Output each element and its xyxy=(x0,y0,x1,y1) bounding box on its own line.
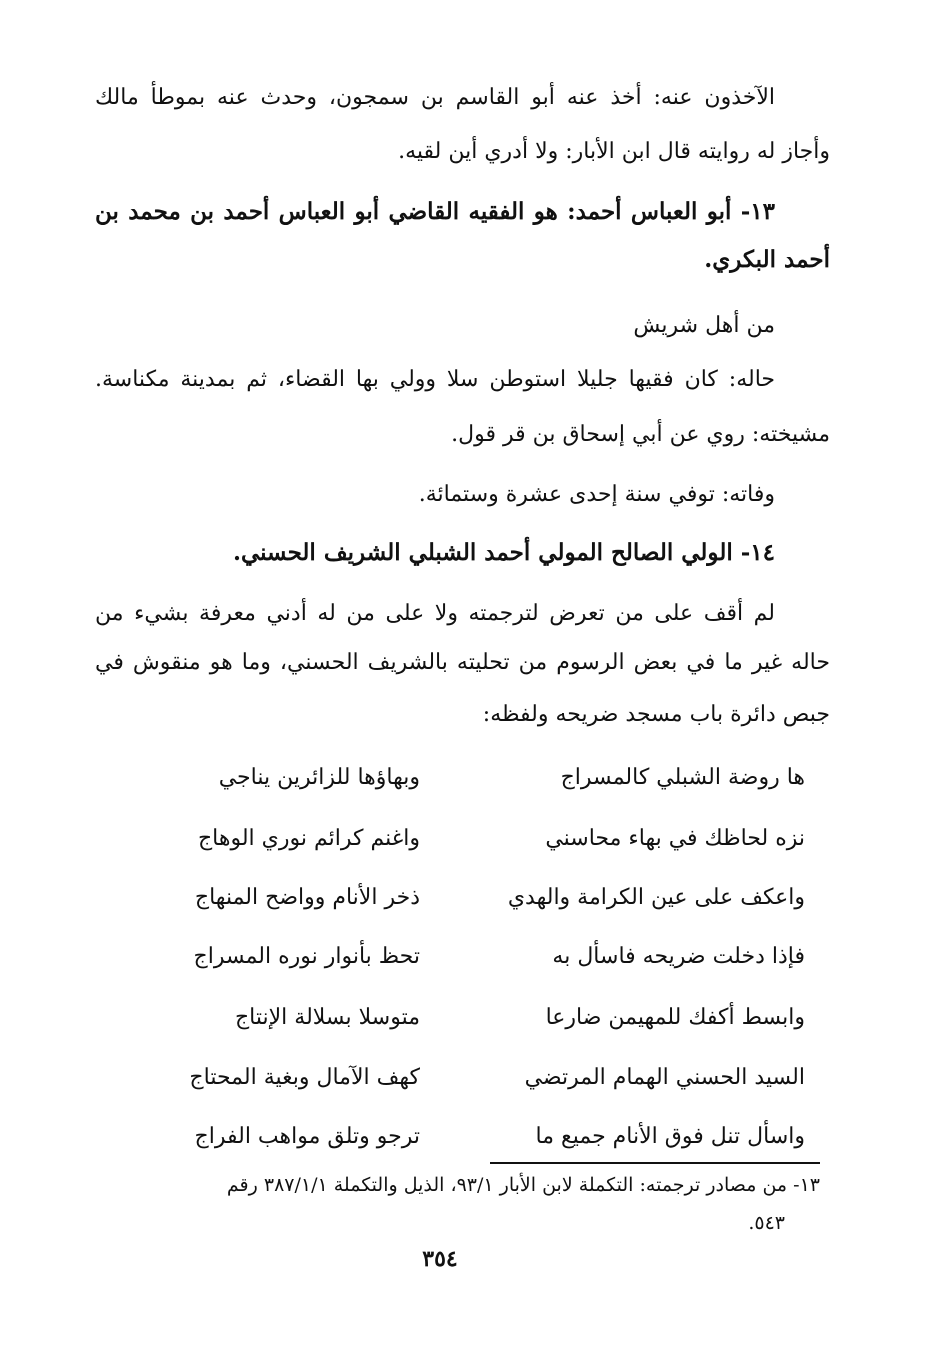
poem-verse-5-left: متوسلا بسلالة الإنتاج xyxy=(234,1005,420,1030)
body-line-12: لم أقف على من تعرض لترجمته ولا على من له أدني معرفة بشيء من xyxy=(95,601,775,626)
poem-verse-3-left: ذخر الأنام وواضح المنهاج xyxy=(194,885,420,910)
page-number: ٣٥٤ xyxy=(422,1246,458,1272)
footnote-line-1: ١٣- من مصادر ترجمته: التكملة لابن الأبار ٩٣/١، الذيل والتكملة ٣٨٧/١/١ رقم xyxy=(226,1174,820,1196)
poem-verse-5-right: وابسط أكفك للمهيمن ضارعا xyxy=(545,1005,805,1030)
body-line-condition: حاله: كان فقيها جليلا استوطن سلا وولي بها القضاء، ثم بمدينة مكناسة. xyxy=(95,367,775,392)
entry-13-heading-cont: أحمد البكري. xyxy=(704,246,830,273)
poem-verse-1-right: ها روضة الشبلي كالمسراج xyxy=(560,765,805,790)
body-line-1: الآخذون عنه: أخذ عنه أبو القاسم بن سمجون، وحدث عنه بموطأ مالك xyxy=(95,85,775,110)
poem-verse-6-left: كهف الآمال وبغية المحتاج xyxy=(189,1065,420,1090)
body-line-13: حاله غير ما في بعض الرسوم من تحليته بالشريف الحسني، وما هو منقوش في xyxy=(95,650,830,675)
entry-14-heading: ١٤- الولي الصالح المولي أحمد الشبلي الشريف الحسني. xyxy=(232,539,775,566)
poem-verse-7-left: ترجو وتلق مواهب الفراج xyxy=(194,1124,420,1149)
poem-verse-4-right: فإذا دخلت ضريحه فاسأل به xyxy=(552,944,805,969)
body-line-14: جبص دائرة باب مسجد ضريحه ولفظه: xyxy=(482,702,830,727)
poem-verse-2-left: واغنم كرائم نوري الوهاج xyxy=(197,826,420,851)
body-line-2: وأجاز له روايته قال ابن الأبار: ولا أدري أين لقيه. xyxy=(398,139,830,164)
entry-13-heading: ١٣- أبو العباس أحمد: هو الفقيه القاضي أبو العباس أحمد بن محمد بن xyxy=(95,198,775,225)
poem-verse-3-right: واعكف على عين الكرامة والهدي xyxy=(507,885,805,910)
footnote-separator xyxy=(490,1162,820,1164)
poem-verse-4-left: تحظ بأنوار نوره المسراج xyxy=(193,944,420,969)
poem-verse-7-right: واسأل تنل فوق الأنام جميع ما xyxy=(535,1124,805,1149)
body-line-death: وفاته: توفي سنة إحدى عشرة وستمائة. xyxy=(418,482,775,507)
poem-verse-1-left: وبهاؤها للزائرين يناجي xyxy=(218,765,420,790)
body-line-origin: من أهل شريش xyxy=(633,313,775,338)
poem-verse-6-right: السيد الحسني الهمام المرتضي xyxy=(524,1065,805,1090)
body-line-teachers: مشيخته: روي عن أبي إسحاق بن قر قول. xyxy=(451,422,830,447)
footnote-line-2: ٥٤٣. xyxy=(748,1212,785,1234)
poem-verse-2-right: نزه لحاظك في بهاء محاسني xyxy=(545,826,805,851)
